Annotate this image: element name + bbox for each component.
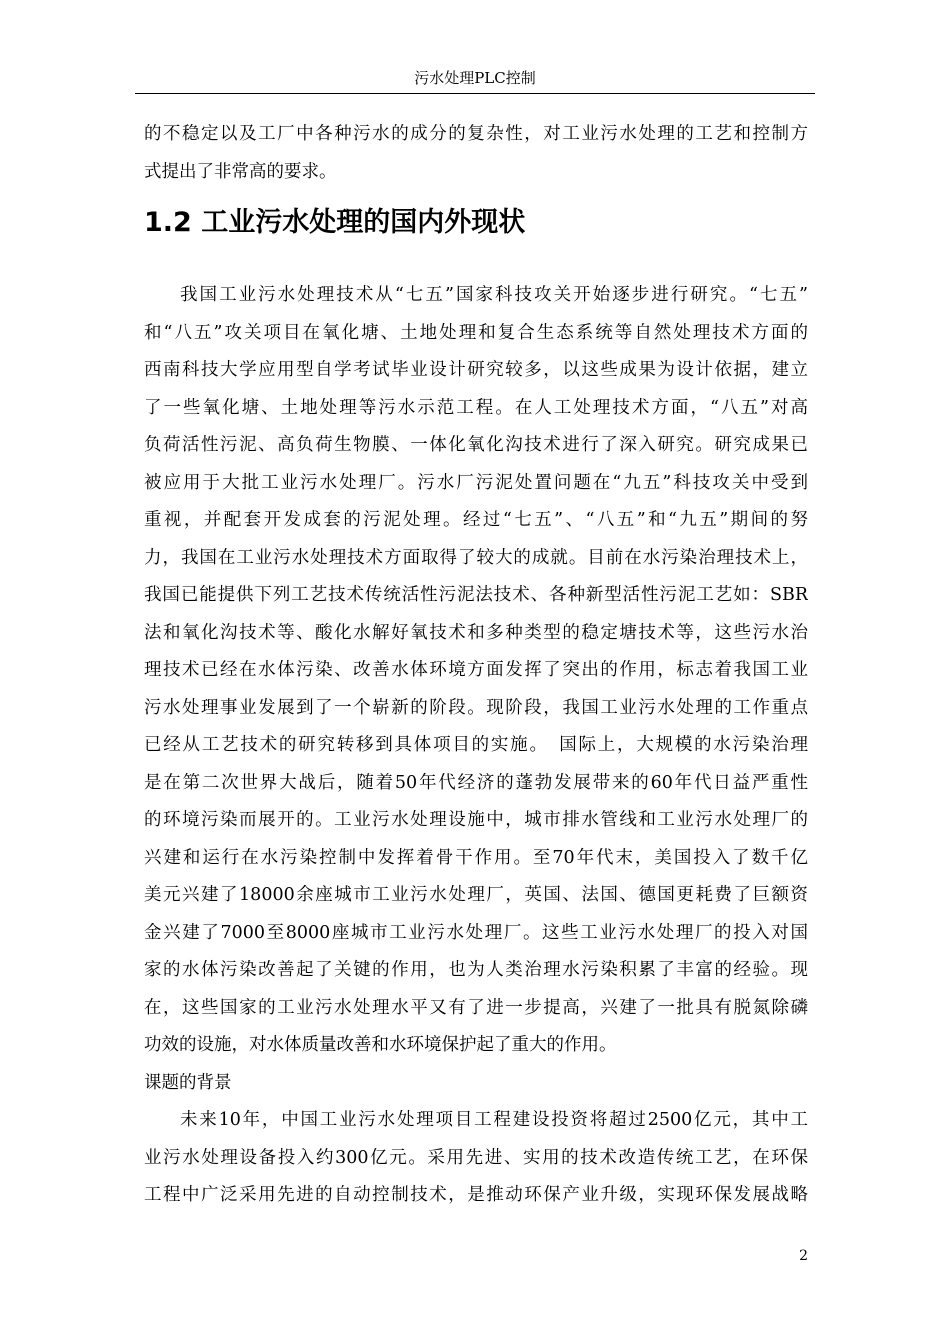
paragraph-line: 是在第二次世界大战后，随着50年代经济的蓬勃发展带来的60年代日益严重性	[144, 772, 808, 793]
paragraph-line: 家的水体污染改善起了关键的作用，也为人类治理水污染积累了丰富的经验。现	[144, 960, 808, 980]
paragraph-line: 法和氧化沟技术等、酸化水解好氧技术和多种类型的稳定塘技术等，这些污水治	[144, 622, 808, 643]
paragraph-line: 污水处理事业发展到了一个崭新的阶段。现阶段，我国工业污水处理的工作重点	[144, 697, 808, 718]
intro-line: 式提出了非常高的要求。	[144, 161, 337, 182]
subheading: 课题的背景	[144, 1072, 232, 1093]
paragraph-line: 功效的设施，对水体质量改善和水环境保护起了重大的作用。	[144, 1035, 617, 1055]
paragraph-line: 和“八五”攻关项目在氧化塘、土地处理和复合生态系统等自然处理技术方面的	[144, 322, 808, 343]
paragraph-line: 力，我国在工业污水处理技术方面取得了较大的成就。目前在水污染治理技术上，	[144, 547, 808, 568]
header-divider	[135, 93, 815, 94]
section-heading: 1.2 工业污水处理的国内外现状	[144, 207, 526, 238]
paragraph-line: 被应用于大批工业污水处理厂。污水厂污泥处置问题在“九五”科技攻关中受到	[144, 472, 808, 493]
paragraph-line: 重视，并配套开发成套的污泥处理。经过“七五”、“八五”和“九五”期间的努	[144, 510, 808, 530]
paragraph-line: 在，这些国家的工业污水处理水平又有了进一步提高，兴建了一批具有脱氮除磷	[144, 997, 808, 1018]
paragraph-line: 负荷活性污泥、高负荷生物膜、一体化氧化沟技术进行了深入研究。研究成果已	[144, 435, 808, 455]
paragraph-line: 金兴建了7000至8000座城市工业污水处理厂。这些工业污水处理厂的投入对国	[144, 922, 808, 943]
page-number: 2	[799, 1248, 808, 1264]
paragraph-line: 我国工业污水处理技术从“七五”国家科技攻关开始逐步进行研究。“七五”	[180, 285, 808, 305]
paragraph-line: 了一些氧化塘、土地处理等污水示范工程。在人工处理技术方面，“八五”对高	[144, 397, 808, 418]
background-line: 工程中广泛采用先进的自动控制技术，是推动环保产业升级，实现环保发展战略	[144, 1185, 808, 1205]
document-body	[144, 116, 808, 1215]
intro-line: 的不稳定以及工厂中各种污水的成分的复杂性，对工业污水处理的工艺和控制方	[144, 124, 808, 144]
paragraph-line: 美元兴建了18000余座城市工业污水处理厂，英国、法国、德国更耗费了巨额资	[144, 885, 808, 905]
paragraph-line: 理技术已经在水体污染、改善水体环境方面发挥了突出的作用，标志着我国工业	[144, 660, 808, 680]
paragraph-line: 已经从工艺技术的研究转移到具体项目的实施。 国际上，大规模的水污染治理	[144, 735, 808, 755]
paragraph-line: 我国已能提供下列工艺技术传统活性污泥法技术、各种新型活性污泥工艺如：SBR	[144, 585, 808, 605]
background-line: 未来10年，中国工业污水处理项目工程建设投资将超过2500亿元，其中工	[180, 1110, 808, 1130]
background-line: 业污水处理设备投入约300亿元。采用先进、实用的技术改造传统工艺，在环保	[144, 1147, 808, 1168]
paragraph-line: 的环境污染而展开的。工业污水处理设施中，城市排水管线和工业污水处理厂的	[144, 810, 808, 830]
paragraph-line: 西南科技大学应用型自学考试毕业设计研究较多，以这些成果为设计依据，建立	[144, 360, 808, 380]
page-header-title: 污水处理PLC控制	[414, 69, 536, 87]
paragraph-line: 兴建和运行在水污染控制中发挥着骨干作用。至70年代末，美国投入了数千亿	[144, 847, 808, 868]
